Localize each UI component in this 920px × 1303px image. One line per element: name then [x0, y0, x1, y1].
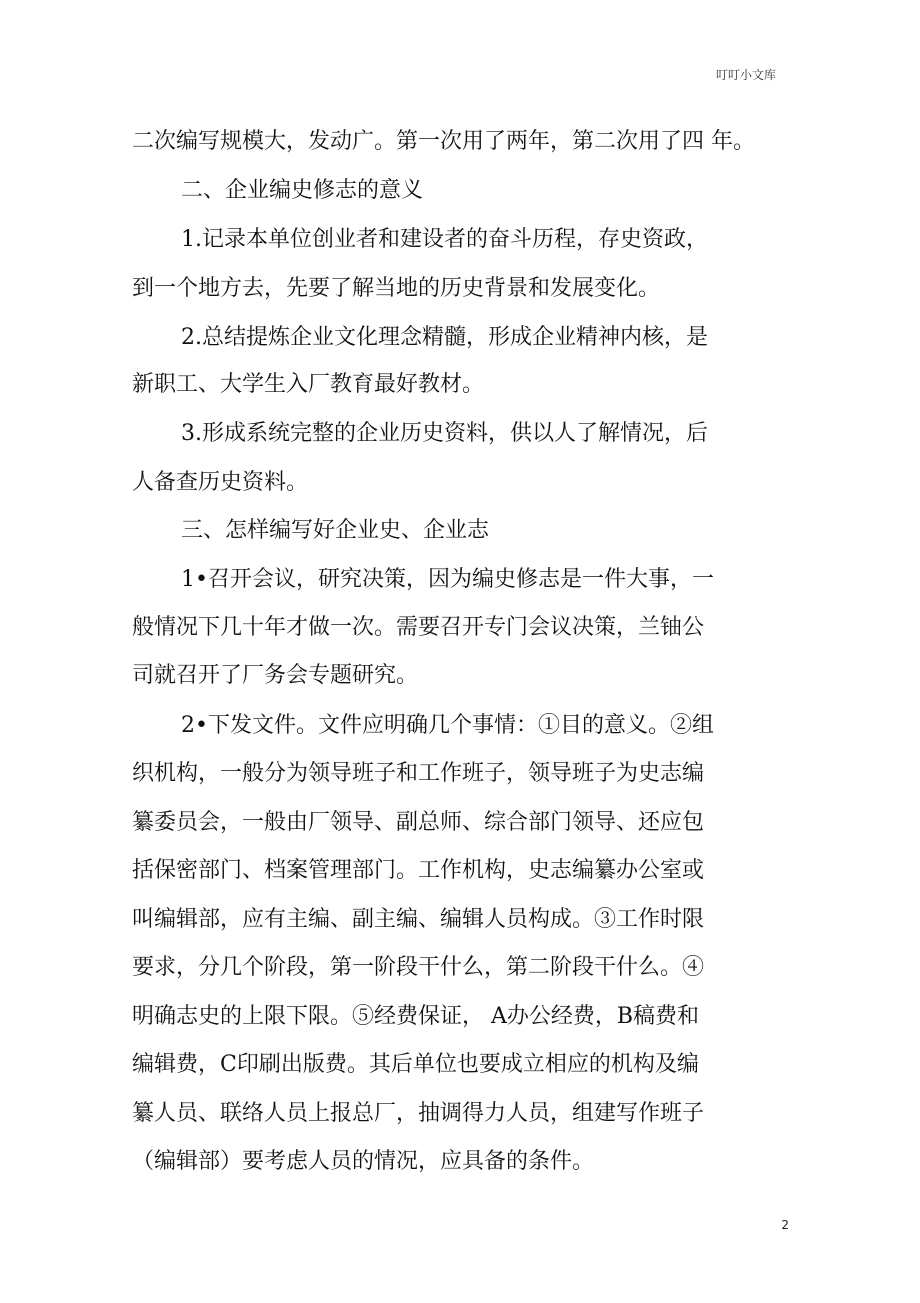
- body-line-14: 织机构，一般分为领导班子和工作班子，领导班子为史志编: [132, 761, 705, 786]
- page-header: 叮叮小文库: [715, 68, 776, 82]
- body-line-3: 1.记录本单位创业者和建设者的奋斗历程，存史资政，: [181, 227, 708, 252]
- body-line-15: 纂委员会，一般由厂领导、副总师、综合部门领导、还应包: [132, 810, 705, 835]
- page-number: 2: [781, 1218, 789, 1232]
- body-line-17: 叫编辑部，应有主编、副主编、编辑人员构成。③工作时限: [132, 907, 705, 932]
- body-line-7: 3.形成系统完整的企业历史资料，供以人了解情况，后: [181, 421, 708, 446]
- body-line-13: 2•下发文件。文件应明确几个事情：①目的意义。②组: [181, 713, 714, 738]
- body-line-1: 二次编写规模大，发动广。第一次用了两年，第二次用了四 年。: [132, 129, 755, 154]
- body-line-5: 2.总结提炼企业文化理念精髓，形成企业精神内核，是: [181, 325, 708, 350]
- body-line-22: （编辑部）要考虑人员的情况，应具备的条件。: [132, 1149, 595, 1174]
- body-line-19: 明确志史的上限下限。⑤经费保证， A办公经费，B稿费和: [132, 1004, 700, 1029]
- body-line-18: 要求，分几个阶段，第一阶段干什么，第二阶段干什么。④: [132, 955, 705, 980]
- section-heading-3: 三、怎样编写好企业史、企业志: [181, 518, 490, 543]
- body-line-21: 纂人员、联络人员上报总厂，抽调得力人员，组建写作班子: [132, 1101, 705, 1126]
- section-heading-2: 二、企业编史修志的意义: [181, 178, 424, 203]
- body-line-6: 新职工、大学生入厂教育最好教材。: [132, 372, 485, 397]
- body-line-11: 般情况下几十年才做一次。需要召开专门会议决策，兰铀公: [132, 615, 705, 640]
- body-line-8: 人备查历史资料。: [132, 470, 309, 495]
- body-line-16: 括保密部门、档案管理部门。工作机构，史志编纂办公室或: [132, 858, 705, 883]
- body-line-20: 编辑费，C印刷出版费。其后单位也要成立相应的机构及编: [132, 1052, 699, 1077]
- body-line-12: 司就召开了厂务会专题研究。: [132, 663, 419, 688]
- body-line-4: 到一个地方去，先要了解当地的历史背景和发展变化。: [132, 276, 661, 301]
- body-line-10: 1•召开会议，研究决策，因为编史修志是一件大事，一: [181, 567, 714, 592]
